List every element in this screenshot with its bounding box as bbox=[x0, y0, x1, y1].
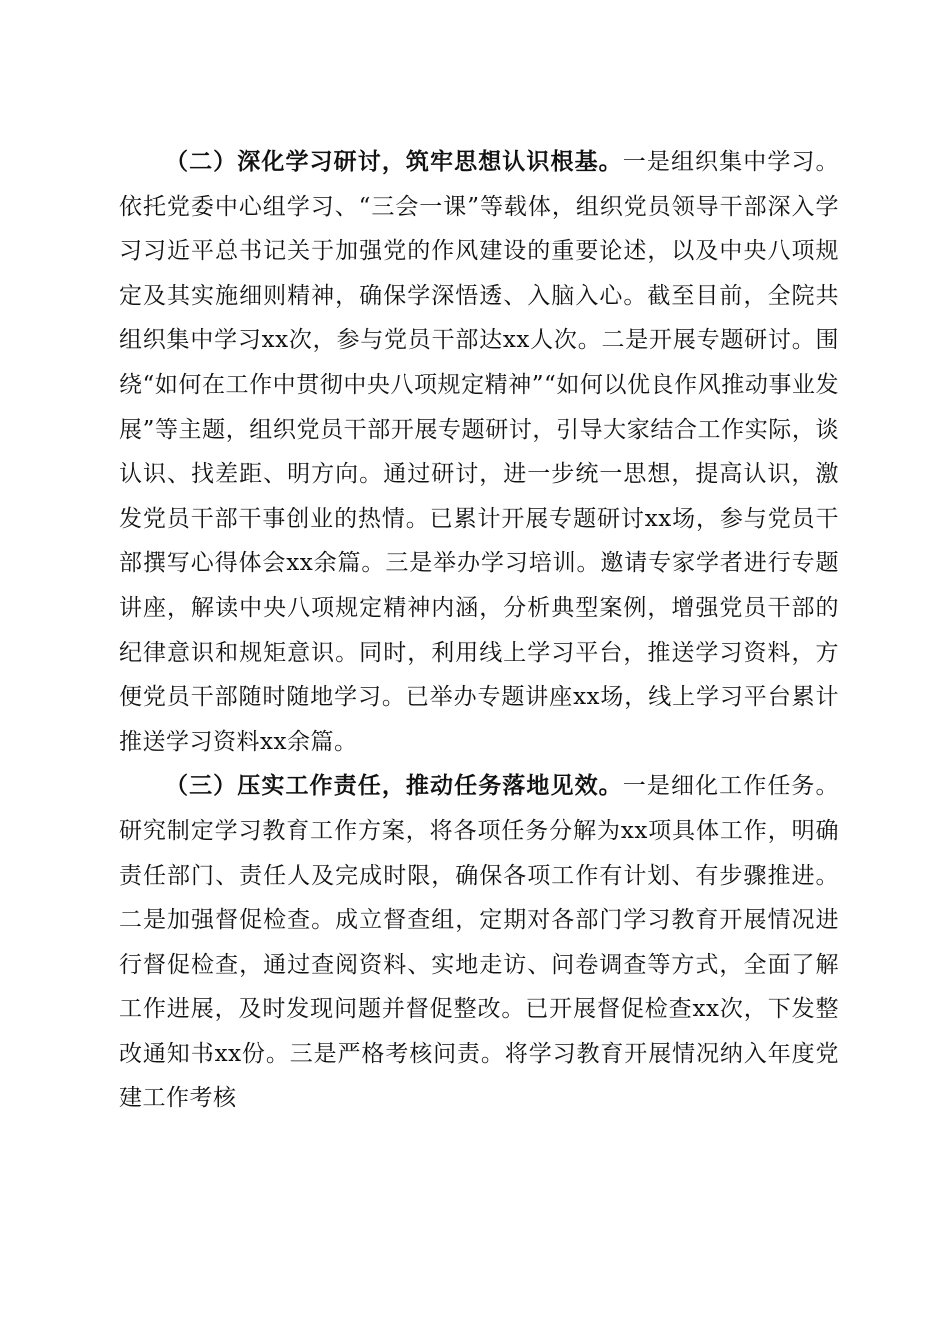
paragraph-heading: （二）深化学习研讨，筑牢思想认识根基。 bbox=[165, 148, 623, 175]
paragraph-text: 一是细化工作任务。研究制定学习教育工作方案，将各项任务分解为xx项具体工作，明确责任部门、责任人及完成时限，确保各项工作有计划、有步骤推进。二是加强督促检查。成立督查组，定期对各部门学习教育开展情况进行督促检查，通过查阅资料、实地走访、问卷调查等方式，全面了解工作进展，及时发现问题并督促整改。已开展督促检查xx次，下发整改通知书xx份。三是严格考核问责。将学习教育开展情况纳入年度党建工作考核 bbox=[119, 773, 840, 1112]
paragraph-text: 一是组织集中学习。依托党委中心组学习、“三会一课”等载体，组织党员领导干部深入学习习近平总书记关于加强党的作风建设的重要论述，以及中央八项规定及其实施细则精神，确保学深悟透、入脑入心。截至目前，全院共组织集中学习xx次，参与党员干部达xx人次。二是开展专题研讨。围绕“如何在工作中贯彻中央八项规定精神”“如何以优良作风推动事业发展”等主题，组织党员干部开展专题研讨，引导大家结合工作实际，谈认识、找差距、明方向。通过研讨，进一步统一思想，提高认识，激发党员干部干事创业的热情。已累计开展专题研讨xx场，参与党员干部撰写心得体会xx余篇。三是举办学习培训。邀请专家学者进行专题讲座，解读中央八项规定精神内涵，分析典型案例，增强党员干部的纪律意识和规矩意识。同时，利用线上学习平台，推送学习资料，方便党员干部随时随地学习。已举办专题讲座xx场，线上学习平台累计推送学习资料xx余篇。 bbox=[119, 149, 840, 755]
paragraph-study-seminar bbox=[119, 140, 839, 764]
paragraph-heading: （三）压实工作责任，推动任务落地见效。 bbox=[165, 772, 623, 800]
document-body bbox=[119, 140, 839, 1121]
paragraph-work-responsibility bbox=[119, 764, 839, 1121]
